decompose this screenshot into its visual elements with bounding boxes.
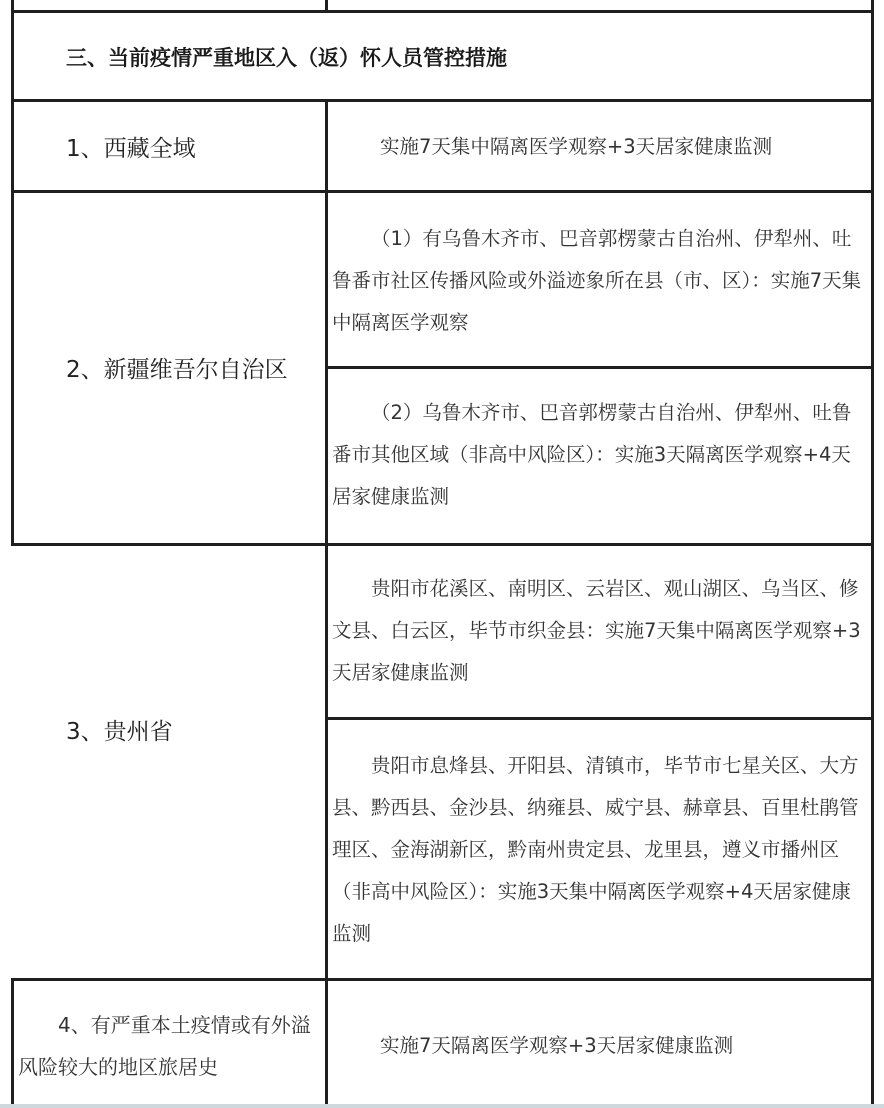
row-measure-xinjiang-1 bbox=[332, 218, 862, 344]
row-measure-tibet: 实施7天集中隔离医学观察+3天居家健康监测 bbox=[380, 135, 773, 158]
region-text: 4、有严重本土疫情或有外溢风险较大的地区旅居史 bbox=[18, 1013, 311, 1079]
column-divider bbox=[325, 101, 328, 1108]
row-region-guizhou: 3、贵州省 bbox=[66, 719, 173, 745]
bottom-scroll-strip bbox=[0, 1104, 884, 1108]
row-border-1 bbox=[11, 10, 874, 13]
row-measure-guizhou-1 bbox=[332, 568, 862, 694]
row-measure-travel-history: 实施7天隔离医学观察+3天居家健康监测 bbox=[380, 1034, 734, 1057]
row-region-tibet: 1、西藏全域 bbox=[66, 136, 196, 162]
measure-text: （1）有乌鲁木齐市、巴音郭楞蒙古自治州、伊犁州、吐鲁番市社区传播风险或外溢迹象所在县（市、区）：实施7天集中隔离医学观察 bbox=[332, 227, 862, 334]
row-region-xinjiang: 2、新疆维吾尔自治区 bbox=[66, 357, 288, 383]
row-border-2 bbox=[11, 99, 874, 102]
row-measure-guizhou-2 bbox=[332, 745, 862, 955]
table-border-left-top bbox=[11, 0, 14, 545]
row-border-4a bbox=[325, 366, 874, 369]
row-border-3 bbox=[11, 190, 874, 193]
section-title: 三、当前疫情严重地区入（返）怀人员管控措施 bbox=[66, 46, 507, 70]
row-border-4 bbox=[11, 543, 874, 546]
row-border-5a bbox=[325, 717, 874, 720]
row-region-travel-history bbox=[18, 1004, 320, 1088]
measure-text: 贵阳市息烽县、开阳县、清镇市，毕节市七星关区、大方县、黔西县、金沙县、纳雍县、威宁县、赫章县、百里杜鹃管理区、金海湖新区，黔南州贵定县、龙里县，遵义市播州区（非高中风险区）：实施3天集中隔离医学观察+4天居家健康监测 bbox=[332, 754, 859, 945]
table-border-left-bottom bbox=[11, 980, 14, 1108]
row-border-5 bbox=[11, 978, 874, 981]
table-border-right bbox=[871, 0, 874, 1108]
measure-text: 贵阳市花溪区、南明区、云岩区、观山湖区、乌当区、修文县、白云区，毕节市织金县：实施7天集中隔离医学观察+3天居家健康监测 bbox=[332, 577, 861, 684]
row-measure-xinjiang-2 bbox=[332, 392, 862, 518]
measure-text: （2）乌鲁木齐市、巴音郭楞蒙古自治州、伊犁州、吐鲁番市其他区域（非高中风险区）：实施3天隔离医学观察+4天居家健康监测 bbox=[332, 401, 852, 508]
